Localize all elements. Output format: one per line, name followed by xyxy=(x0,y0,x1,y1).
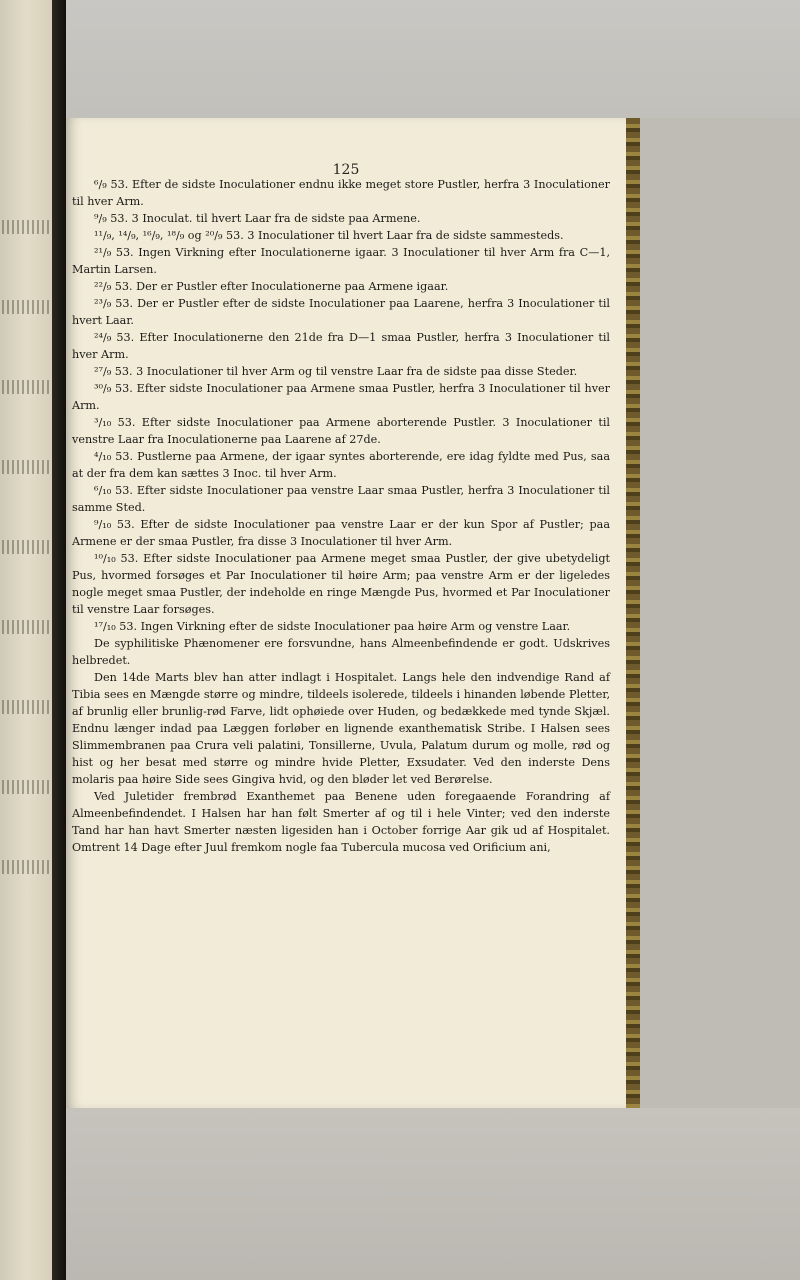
paragraph: Den 14de Marts blev han atter indlagt i Hospitalet. Langs hele den indvendige Rand af Tibia sees en Mængde større og mindre, tildeels isolerede, tildeels i hinanden løbende Pletter, af brunlig eller brunlig-rød Farve, lidt ophøiede over Huden, og bedækkede med tynde Skjæl. Endnu længer indad paa Læggen forløber en lignende exanthematisk Stribe. I Halsen sees Slimmembranen paa Crura veli palatini, Tonsillerne, Uvula, Palatum durum og molle, rød og hist og her besat med større og mindre hvide Pletter, Exsudater. Ved den inderste Dens molaris paa høire Side sees Gingiva hvid, og den bløder let ved Berørelse. xyxy=(72,671,610,786)
background-bottom xyxy=(66,1108,800,1280)
paragraph: ⁶/₁₀ 53. Efter sidste Inoculationer paa venstre Laar smaa Pustler, herfra 3 Inoculationer til samme Sted. xyxy=(72,484,610,514)
paragraph: ²⁴/₉ 53. Efter Inoculationerne den 21de fra D—1 smaa Pustler, herfra 3 Inoculationer til hver Arm. xyxy=(72,331,610,361)
background-top xyxy=(0,0,800,118)
paragraph: ²²/₉ 53. Der er Pustler efter Inoculationerne paa Armene igaar. xyxy=(94,280,449,293)
paragraph: ¹¹/₉, ¹⁴/₉, ¹⁶/₉, ¹⁸/₉ og ²⁰/₉ 53. 3 Inoculationer til hvert Laar fra de sidste sammesteds. xyxy=(94,229,564,242)
paragraph: ¹⁷/₁₀ 53. Ingen Virkning efter de sidste Inoculationer paa høire Arm og venstre Laar. xyxy=(94,620,571,633)
paragraph: ²⁷/₉ 53. 3 Inoculationer til hver Arm og til venstre Laar fra de sidste paa disse Steder. xyxy=(94,365,578,378)
paragraph: ¹⁰/₁₀ 53. Efter sidste Inoculationer paa Armene meget smaa Pustler, der give ubetydeligt Pus, hvormed forsøges et Par Inoculationer til høire Arm; paa venstre Arm er der ligeledes nogle meget smaa Pustler, der indeholde en ringe Mængde Pus, hvormed et Par Inoculationer til venstre Laar forsøges. xyxy=(72,552,610,616)
paragraph: ²³/₉ 53. Der er Pustler efter de sidste Inoculationer paa Laarene, herfra 3 Inoculationer til hvert Laar. xyxy=(72,297,610,327)
paragraph: Ved Juletider frembrød Exanthemet paa Benene uden foregaaende Forandring af Almeenbefindendet. I Halsen har han følt Smerter af og til i hele Vinter; ved den inderste Tand har han havt Smerter næsten ligesiden han i October forrige Aar gik ud af Hospitalet. Omtrent 14 Dage efter Juul fremkom nogle faa Tubercula mucosa ved Orificium ani, xyxy=(72,790,610,854)
paragraph: ²¹/₉ 53. Ingen Virkning efter Inoculationerne igaar. 3 Inoculationer til hver Arm fra C—1, Martin Larsen. xyxy=(72,246,610,276)
paragraph: ³⁰/₉ 53. Efter sidste Inoculationer paa Armene smaa Pustler, herfra 3 Inoculationer til hver Arm. xyxy=(72,382,610,412)
paragraph: ⁹/₁₀ 53. Efter de sidste Inoculationer paa venstre Laar er der kun Spor af Pustler; paa Armene er der smaa Pustler, fra disse 3 Inoculationer til hver Arm. xyxy=(72,518,610,548)
paragraph: ³/₁₀ 53. Efter sidste Inoculationer paa Armene aborterende Pustler. 3 Inoculationer til venstre Laar fra Inoculationerne paa Laarene af 27de. xyxy=(72,416,610,446)
paragraph: ⁶/₉ 53. Efter de sidste Inoculationer endnu ikke meget store Pustler, herfra 3 Inoculationer til hver Arm. xyxy=(72,178,610,208)
book-spine xyxy=(52,0,66,1280)
paragraph: De syphilitiske Phænomener ere forsvundne, hans Almeenbefindende er godt. Udskrives helbredet. xyxy=(72,637,610,667)
paragraph: ⁴/₁₀ 53. Pustlerne paa Armene, der igaar syntes aborterende, ere idag fyldte med Pus, saa at der fra dem kan sættes 3 Inoc. til hver Arm. xyxy=(72,450,610,480)
page-text xyxy=(72,176,610,856)
paragraph: ⁹/₉ 53. 3 Inoculat. til hvert Laar fra de sidste paa Armene. xyxy=(94,212,421,225)
page-edge-strip xyxy=(626,118,640,1108)
page-number: 125 xyxy=(332,162,360,178)
